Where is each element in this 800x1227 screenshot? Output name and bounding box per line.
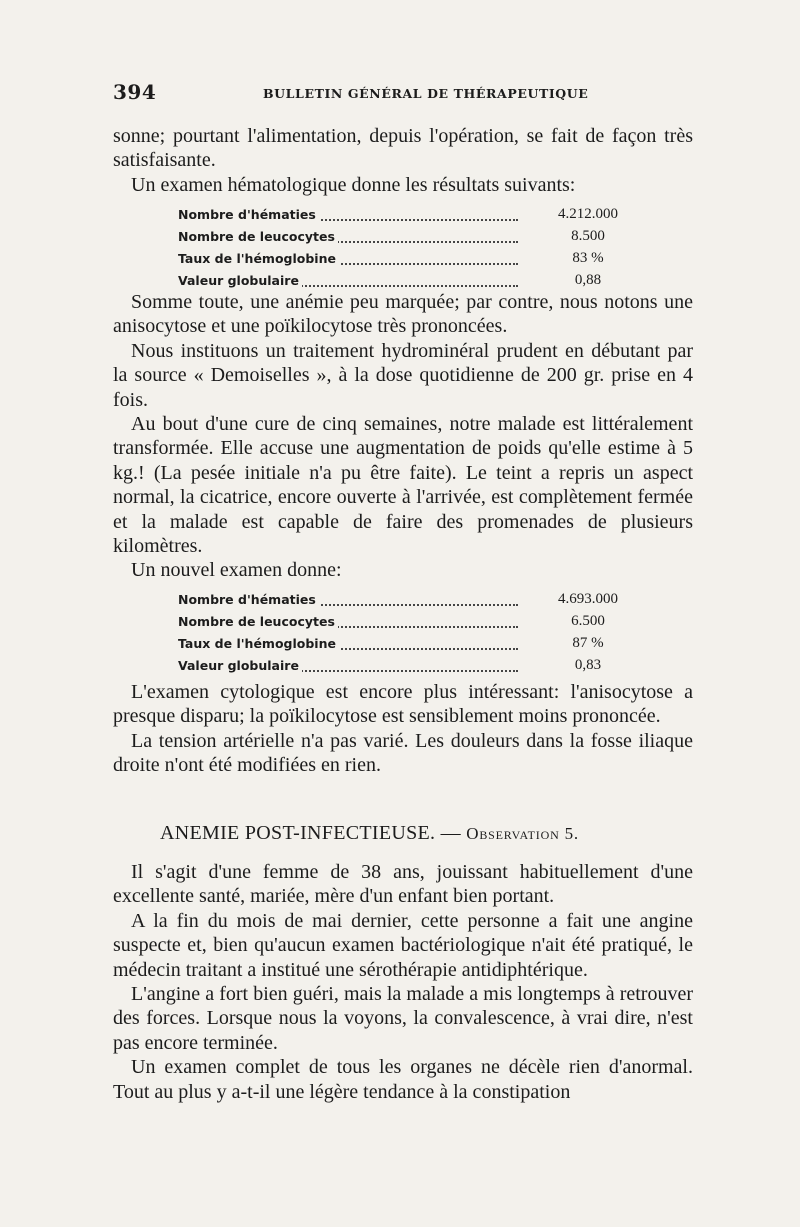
- hematology-table-2: [178, 590, 638, 678]
- row-value: 4.212.000: [558, 206, 618, 222]
- table-row: [178, 205, 638, 227]
- row-value: 0,83: [574, 657, 602, 673]
- text-block-bottom: [113, 860, 693, 1104]
- row-value: 87 %: [572, 635, 604, 651]
- row-label: Nombre d'hématies: [178, 592, 319, 607]
- paragraph: sonne; pourtant l'alimentation, depuis l'opération, se fait de façon très satisfaisante.: [113, 125, 693, 172]
- row-value: 8.500: [571, 228, 605, 244]
- row-label: Taux de l'hémoglobine: [178, 636, 339, 651]
- paragraph: Un examen hématologique donne les résultats suivants:: [131, 173, 576, 196]
- running-title: BULLETIN GÉNÉRAL DE THÉRAPEUTIQUE: [263, 86, 589, 101]
- page-header: [113, 80, 693, 104]
- section-dash: —: [440, 822, 461, 844]
- row-value: 4.693.000: [558, 591, 618, 607]
- section-heading: [160, 822, 660, 845]
- table-row: [178, 590, 638, 612]
- row-value: 0,88: [574, 272, 602, 288]
- table-row: [178, 634, 638, 656]
- table-row: [178, 656, 638, 678]
- text-block-top: [113, 124, 693, 197]
- paragraph: A la fin du mois de mai dernier, cette personne a fait une angine suspecte et, bien qu'aucun examen bactériologique n'ait été pratiqué, le médecin traitant a institué une sérothérapie antidiphtérique.: [113, 909, 693, 981]
- row-label: Valeur globulaire: [178, 658, 302, 673]
- observation-label: Observation 5.: [466, 824, 579, 843]
- text-block-after: [113, 680, 693, 778]
- row-label: Valeur globulaire: [178, 273, 302, 288]
- row-label: Nombre de leucocytes: [178, 614, 338, 629]
- paragraph: Il s'agit d'une femme de 38 ans, jouissant habituellement d'une excellente santé, mariée, mère d'un enfant bien portant.: [113, 861, 693, 908]
- hematology-table-1: [178, 205, 638, 293]
- section-title: ANEMIE POST-INFECTIEUSE.: [160, 822, 436, 844]
- row-label: Nombre d'hématies: [178, 207, 319, 222]
- paragraph: L'examen cytologique est encore plus intéressant: l'anisocytose a presque disparu; la poïkilocytose est sensiblement moins prononcée.: [113, 681, 693, 728]
- paragraph: Somme toute, une anémie peu marquée; par contre, nous notons une anisocytose et une poïkilocytose très prononcées.: [113, 291, 693, 338]
- row-value: 83 %: [572, 250, 604, 266]
- row-label: Nombre de leucocytes: [178, 229, 338, 244]
- paragraph: La tension artérielle n'a pas varié. Les douleurs dans la fosse iliaque droite n'ont été modifiées en rien.: [113, 729, 693, 777]
- table-row: [178, 249, 638, 271]
- paragraph: Nous instituons un traitement hydrominéral prudent en débutant par la source « Demoiselles », à la dose quotidienne de 200 gr. prise en 4 fois.: [113, 339, 693, 411]
- page-number: 394: [113, 80, 157, 104]
- text-block-middle: [113, 290, 693, 583]
- paragraph: Un examen complet de tous les organes ne décèle rien d'anormal. Tout au plus y a-t-il une légère tendance à la constipation: [113, 1056, 693, 1103]
- paragraph: Un nouvel examen donne:: [131, 559, 342, 582]
- row-value: 6.500: [571, 613, 605, 629]
- paragraph: Au bout d'une cure de cinq semaines, notre malade est littéralement transformée. Elle accuse une augmentation de poids qu'elle estime à 5 kg.! (La pesée initiale n'a pu être faite). Le teint a repris un aspect normal, la cicatrice, encore ouverte à l'arrivée, est complètement fermée et la malade est capable de faire des promenades de plusieurs kilomètres.: [113, 413, 693, 558]
- table-row: [178, 612, 638, 634]
- paragraph: L'angine a fort bien guéri, mais la malade a mis longtemps à retrouver des forces. Lorsque nous la voyons, la convalescence, à vrai dire, n'est pas encore terminée.: [113, 983, 693, 1054]
- row-label: Taux de l'hémoglobine: [178, 251, 339, 266]
- table-row: [178, 227, 638, 249]
